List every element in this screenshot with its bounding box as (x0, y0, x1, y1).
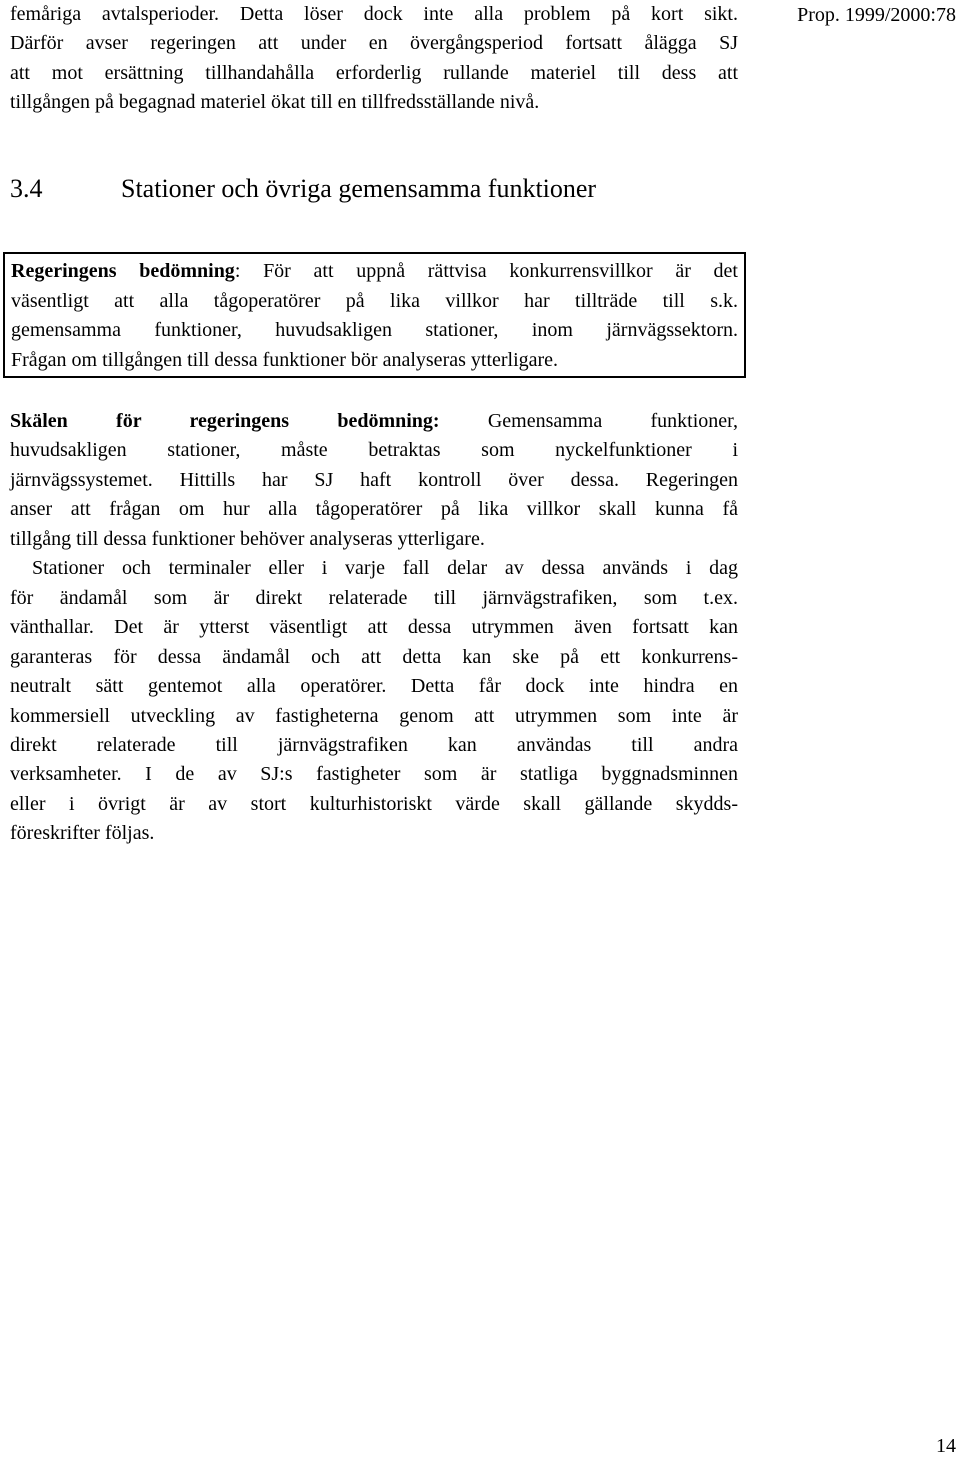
assessment-line: Frågan om tillgången till dessa funktioner bör analyseras ytterligare. (11, 348, 559, 371)
page-number: 14 (936, 1435, 956, 1457)
reasons-line: eller i övrigt är av stort kulturhistoriskt värde skall gällande skydds- (10, 792, 738, 815)
proposition-reference: Prop. 1999/2000:78 (797, 4, 956, 26)
reasons-line: neutralt sätt gentemot alla operatörer. Detta får dock inte hindra en (10, 675, 738, 698)
assessment-text (11, 257, 738, 375)
assessment-line-text: För att uppnå rättvisa konkurrensvillkor är det (240, 260, 738, 282)
reasons-line: kommersiell utveckling av fastigheterna genom att utrymmen som inte är (10, 704, 738, 727)
reasons-line: anser att frågan om hur alla tågoperatörer på lika villkor skall kunna få (10, 498, 738, 521)
section-heading (10, 172, 596, 206)
reasons-line: tillgång till dessa funktioner behöver analyseras ytterligare. (10, 527, 485, 550)
reasons-line: Stationer och terminaler eller i varje fall delar av dessa används i dag (32, 557, 738, 580)
reasons-line: järnvägssystemet. Hittills har SJ haft kontroll över dessa. Regeringen (10, 468, 738, 491)
intro-line: tillgången på begagnad materiel ökat till en tillfredsställande nivå. (10, 90, 540, 113)
reasons-label: Skälen för regeringens bedömning: (10, 410, 440, 432)
reasons-line: föreskrifter följas. (10, 822, 155, 845)
intro-paragraph (10, 0, 738, 117)
reasons-line: vänthallar. Det är ytterst väsentligt att dessa utrymmen även fortsatt kan (10, 616, 738, 639)
assessment-line: gemensamma funktioner, huvudsakligen stationer, inom järnvägssektorn. (11, 319, 738, 341)
reasons-line: verksamheter. I de av SJ:s fastigheter som är statliga byggnadsminnen (10, 763, 738, 786)
assessment-label: Regeringens bedömning (11, 260, 235, 282)
section-title: Stationer och övriga gemensamma funktioner (121, 174, 597, 203)
reasons-line (10, 407, 738, 436)
assessment-line: väsentligt att alla tågoperatörer på lika villkor har tillträde till s.k. (11, 289, 738, 312)
reasons-line-text: Gemensamma funktioner, (439, 410, 738, 432)
intro-line: Därför avser regeringen att under en övergångsperiod fortsatt ålägga SJ (10, 32, 738, 55)
reasons-section (10, 407, 738, 849)
assessment-box (3, 252, 746, 378)
reasons-line: huvudsakligen stationer, måste betraktas som nyckelfunktioner i (10, 439, 738, 462)
reasons-line: för ändamål som är direkt relaterade till järnvägstrafiken, som t.ex. (10, 586, 738, 609)
reasons-line: direkt relaterade till järnvägstrafiken kan användas till andra (10, 733, 738, 756)
assessment-line (11, 257, 738, 287)
intro-line: femåriga avtalsperioder. Detta löser dock inte alla problem på kort sikt. (10, 3, 738, 25)
intro-line: att mot ersättning tillhandahålla erforderlig rullande materiel till dess att (10, 61, 738, 84)
assessment-separator: : (234, 260, 241, 282)
section-number: 3.4 (10, 174, 43, 203)
reasons-line: garanteras för dessa ändamål och att detta kan ske på ett konkurrens- (10, 645, 738, 668)
